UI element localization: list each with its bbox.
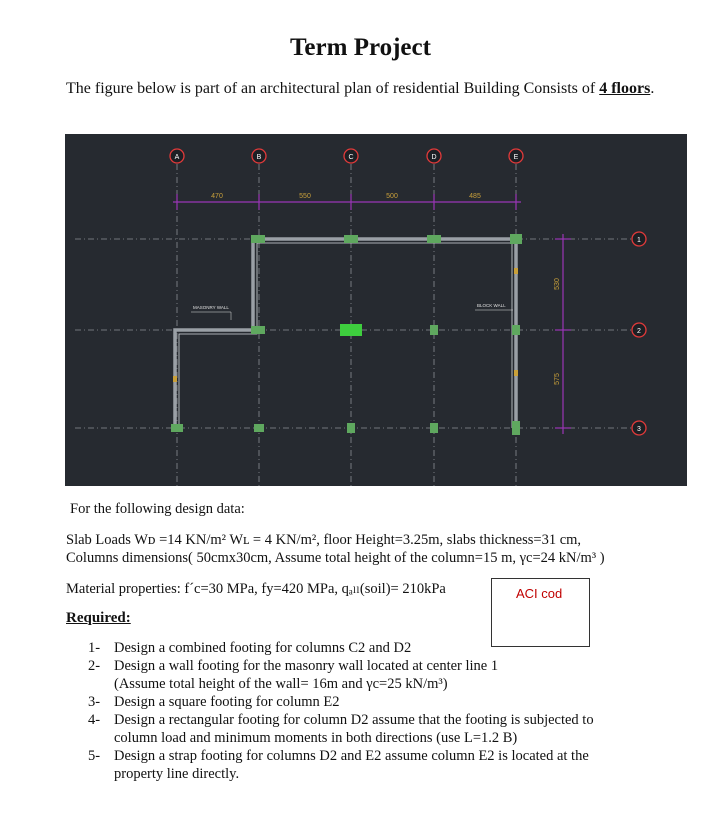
intro-end: .	[650, 80, 655, 97]
task-subtext: (Assume total height of the wall= 16m and γc=25 kN/m³)	[114, 676, 448, 692]
task-subtext: property line directly.	[114, 766, 240, 782]
task-item	[88, 711, 688, 747]
column-B1	[251, 235, 265, 243]
grid-label-C: C	[348, 154, 354, 161]
task-item	[88, 747, 688, 783]
column-B2	[251, 326, 265, 334]
plan-background	[65, 134, 687, 486]
grid-bubble-D	[427, 149, 441, 163]
grid-bubble-A	[170, 149, 184, 163]
grid-label-2: 2	[637, 328, 641, 335]
grid-label-1: 1	[637, 237, 641, 244]
grid-bubble-2	[632, 323, 646, 337]
material-properties-line: Material properties: f´c=30 MPa, fy=420 MPa, qₐₗₗ(soil)= 210kPa	[66, 581, 446, 597]
task-subtext: column load and minimum moments in both directions (use L=1.2 B)	[114, 730, 518, 746]
span-label-BC: 550	[299, 193, 311, 200]
architectural-plan	[65, 134, 687, 486]
column-C1	[344, 235, 358, 243]
task-number: 5-	[88, 748, 101, 764]
grid-label-3: 3	[637, 426, 641, 433]
column-D3	[430, 423, 438, 433]
grid-bubble-3	[632, 421, 646, 435]
column-C3	[347, 423, 355, 433]
grid-bubble-B	[252, 149, 266, 163]
span-label-AB: 470	[211, 193, 223, 200]
task-text: Design a rectangular footing for column D2 assume that the footing is subjected to	[114, 712, 594, 728]
column-E3	[512, 421, 520, 435]
task-list	[88, 639, 688, 783]
intro-floors: 4 floors	[599, 80, 651, 97]
design-data-heading: For the following design data:	[70, 501, 245, 517]
page-title: Term Project	[290, 34, 431, 61]
column-A3	[171, 424, 183, 432]
columns-dimensions-line: Columns dimensions( 50cmx30cm, Assume total height of the column=15 m, γc=24 kN/m³ )	[66, 550, 605, 566]
intro-text: The figure below is part of an architectural plan of residential Building Consists of	[66, 80, 600, 97]
column-B3	[254, 424, 264, 432]
column-C2	[340, 324, 362, 336]
column-D2	[430, 325, 438, 335]
task-text: Design a strap footing for columns D2 and E2 assume column E2 is located at the	[114, 748, 589, 764]
masonry-wall-label: MASONRY WALL	[193, 305, 229, 310]
span-label-23: 575	[554, 373, 561, 385]
task-text: Design a wall footing for the masonry wall located at center line 1	[114, 658, 499, 674]
task-number: 4-	[88, 712, 101, 728]
intro-paragraph	[66, 78, 691, 100]
task-number: 1-	[88, 640, 101, 656]
grid-label-E: E	[513, 154, 519, 161]
slab-loads-line: Slab Loads Wᴅ =14 KN/m² Wʟ = 4 KN/m², floor Height=3.25m, slabs thickness=31 cm,	[66, 532, 582, 548]
block-wall-label: BLOCK WALL	[477, 303, 506, 308]
grid-bubble-1	[632, 232, 646, 246]
column-D1	[427, 235, 441, 243]
grid-label-B: B	[256, 154, 262, 161]
task-text: Design a combined footing for columns C2 and D2	[114, 640, 412, 656]
grid-label-A: A	[174, 154, 180, 161]
task-text: Design a square footing for column E2	[114, 694, 340, 710]
column-E1	[510, 234, 522, 244]
grid-bubble-E	[509, 149, 523, 163]
task-number: 3-	[88, 694, 101, 710]
task-item	[88, 657, 688, 693]
task-item	[88, 693, 688, 711]
grid-label-D: D	[431, 154, 437, 161]
span-label-DE: 485	[469, 193, 481, 200]
aci-code-box	[491, 578, 590, 647]
grid-bubble-C	[344, 149, 358, 163]
required-heading: Required:	[66, 610, 131, 626]
task-item	[88, 639, 688, 657]
span-label-CD: 500	[386, 193, 398, 200]
aci-code-label: ACI cod	[516, 586, 563, 601]
task-number: 2-	[88, 658, 101, 674]
column-E2	[512, 325, 520, 335]
span-label-12: 530	[554, 278, 561, 290]
